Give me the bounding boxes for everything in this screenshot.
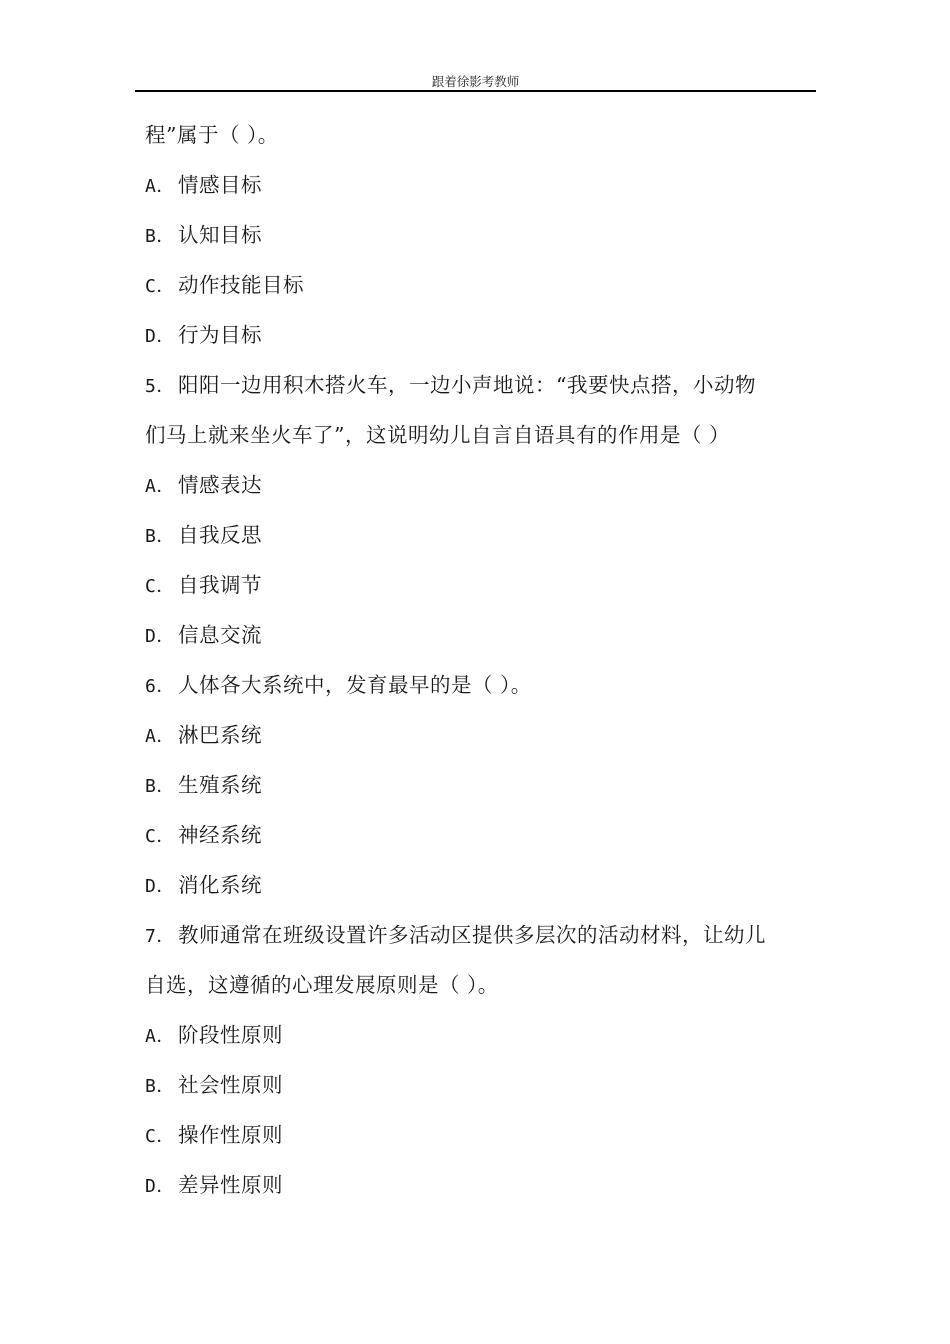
option-text: 信息交流 xyxy=(178,623,262,647)
option-line xyxy=(145,1013,817,1063)
option-text: 神经系统 xyxy=(178,823,262,847)
option-label: D． xyxy=(145,876,175,897)
option-text: 阶段性原则 xyxy=(178,1023,283,1047)
option-line xyxy=(145,1113,817,1163)
option-text: 差异性原则 xyxy=(178,1173,283,1197)
page-header xyxy=(135,70,816,92)
option-label: C． xyxy=(145,826,175,847)
option-label: B． xyxy=(145,776,175,797)
question-line xyxy=(145,913,817,963)
option-line xyxy=(145,613,817,663)
option-text: 行为目标 xyxy=(178,323,262,347)
option-label: D． xyxy=(145,326,175,347)
question-number: 7． xyxy=(145,926,175,947)
option-line xyxy=(145,313,817,363)
option-line xyxy=(145,763,817,813)
option-label: B． xyxy=(145,226,175,247)
question-number: 5． xyxy=(145,376,175,397)
option-line xyxy=(145,813,817,863)
question-number: 6． xyxy=(145,676,175,697)
option-text: 认知目标 xyxy=(178,223,262,247)
option-label: A． xyxy=(145,176,175,197)
option-label: D． xyxy=(145,1176,175,1197)
option-text: 动作技能目标 xyxy=(178,273,304,297)
question-text: 人体各大系统中，发育最早的是（ ）。 xyxy=(178,673,532,697)
option-line xyxy=(145,263,817,313)
question-text: 阳阳一边用积木搭火车，一边小声地说：“我要快点搭，小动物 xyxy=(178,373,756,397)
option-line xyxy=(145,1063,817,1113)
option-line xyxy=(145,213,817,263)
option-line xyxy=(145,513,817,563)
option-label: A． xyxy=(145,476,175,497)
text-line: 们马上就来坐火车了”，这说明幼儿自言自语具有的作用是（ ） xyxy=(145,423,730,447)
option-label: B． xyxy=(145,526,175,547)
question-line xyxy=(145,363,817,413)
document-body xyxy=(145,113,817,1213)
option-line xyxy=(145,713,817,763)
option-text: 自我反思 xyxy=(178,523,262,547)
header-title: 跟着徐影考教师 xyxy=(431,74,520,89)
option-label: A． xyxy=(145,726,175,747)
option-text: 自我调节 xyxy=(178,573,262,597)
option-line xyxy=(145,863,817,913)
option-line xyxy=(145,1163,817,1213)
option-text: 社会性原则 xyxy=(178,1073,283,1097)
option-text: 情感目标 xyxy=(178,173,262,197)
option-line xyxy=(145,163,817,213)
option-label: A． xyxy=(145,1026,175,1047)
option-label: B． xyxy=(145,1076,175,1097)
question-text: 教师通常在班级设置许多活动区提供多层次的活动材料，让幼儿 xyxy=(178,923,766,947)
option-text: 淋巴系统 xyxy=(178,723,262,747)
text-line: 自选，这遵循的心理发展原则是（ ）。 xyxy=(145,973,499,997)
option-label: C． xyxy=(145,1126,175,1147)
option-text: 生殖系统 xyxy=(178,773,262,797)
question-line xyxy=(145,663,817,713)
option-line xyxy=(145,463,817,513)
option-text: 消化系统 xyxy=(178,873,262,897)
option-label: C． xyxy=(145,576,175,597)
option-label: C． xyxy=(145,276,175,297)
option-line xyxy=(145,563,817,613)
text-line: 程”属于（ ）。 xyxy=(145,123,279,147)
option-text: 情感表达 xyxy=(178,473,262,497)
option-text: 操作性原则 xyxy=(178,1123,283,1147)
option-label: D． xyxy=(145,626,175,647)
